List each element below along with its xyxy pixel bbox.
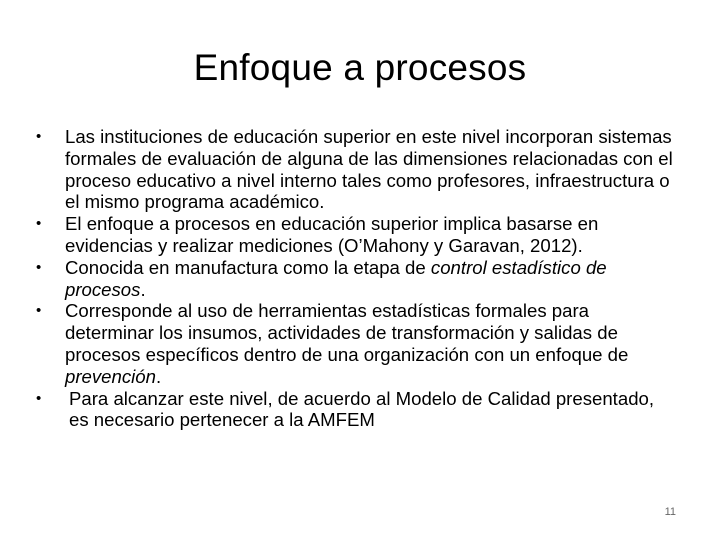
bullet-text-end: . xyxy=(140,278,146,300)
bullet-icon: • xyxy=(36,128,42,145)
bullet-list xyxy=(36,126,676,431)
slide-title: Enfoque a procesos xyxy=(193,47,527,88)
bullet-text: Corresponde al uso de herramientas estadísticas formales para determinar los insumos, actividades de transformación y salidas de procesos específicos dentro de una organización con un enfoque de xyxy=(65,300,629,365)
bullet-icon: • xyxy=(36,258,42,276)
bullet-text-end: . xyxy=(155,365,162,387)
bullet-item-3 xyxy=(36,257,676,301)
bullet-text: Las instituciones de educación superior en este nivel incorporan sistemas formales de evaluación de alguna de las dimensiones relacionadas con el proceso educativo a nivel interno tales como profesores, infraestructura o el mismo programa académico. xyxy=(65,126,673,213)
bullet-text: Para alcanzar este nivel, de acuerdo al Modelo de Calidad presentado, es necesario pertenecer a la AMFEM xyxy=(69,387,655,431)
page-number: 11 xyxy=(664,506,676,518)
bullet-text-italic: prevención xyxy=(65,365,156,387)
bullet-item-2 xyxy=(36,213,676,257)
bullet-text-italic: control estadístico de procesos xyxy=(65,256,607,300)
bullet-item-4 xyxy=(36,300,676,387)
bullet-icon: • xyxy=(36,302,42,320)
bullet-text: Conocida en manufactura como la etapa de xyxy=(65,256,431,278)
bullet-icon: • xyxy=(36,389,42,407)
bullet-item-1 xyxy=(36,126,676,213)
bullet-item-5 xyxy=(36,388,676,432)
bullet-text: El enfoque a procesos en educación superior implica basarse en evidencias y realizar mediciones (O’Mahony y Garavan, 2012). xyxy=(65,213,599,256)
bullet-icon: • xyxy=(36,215,42,233)
